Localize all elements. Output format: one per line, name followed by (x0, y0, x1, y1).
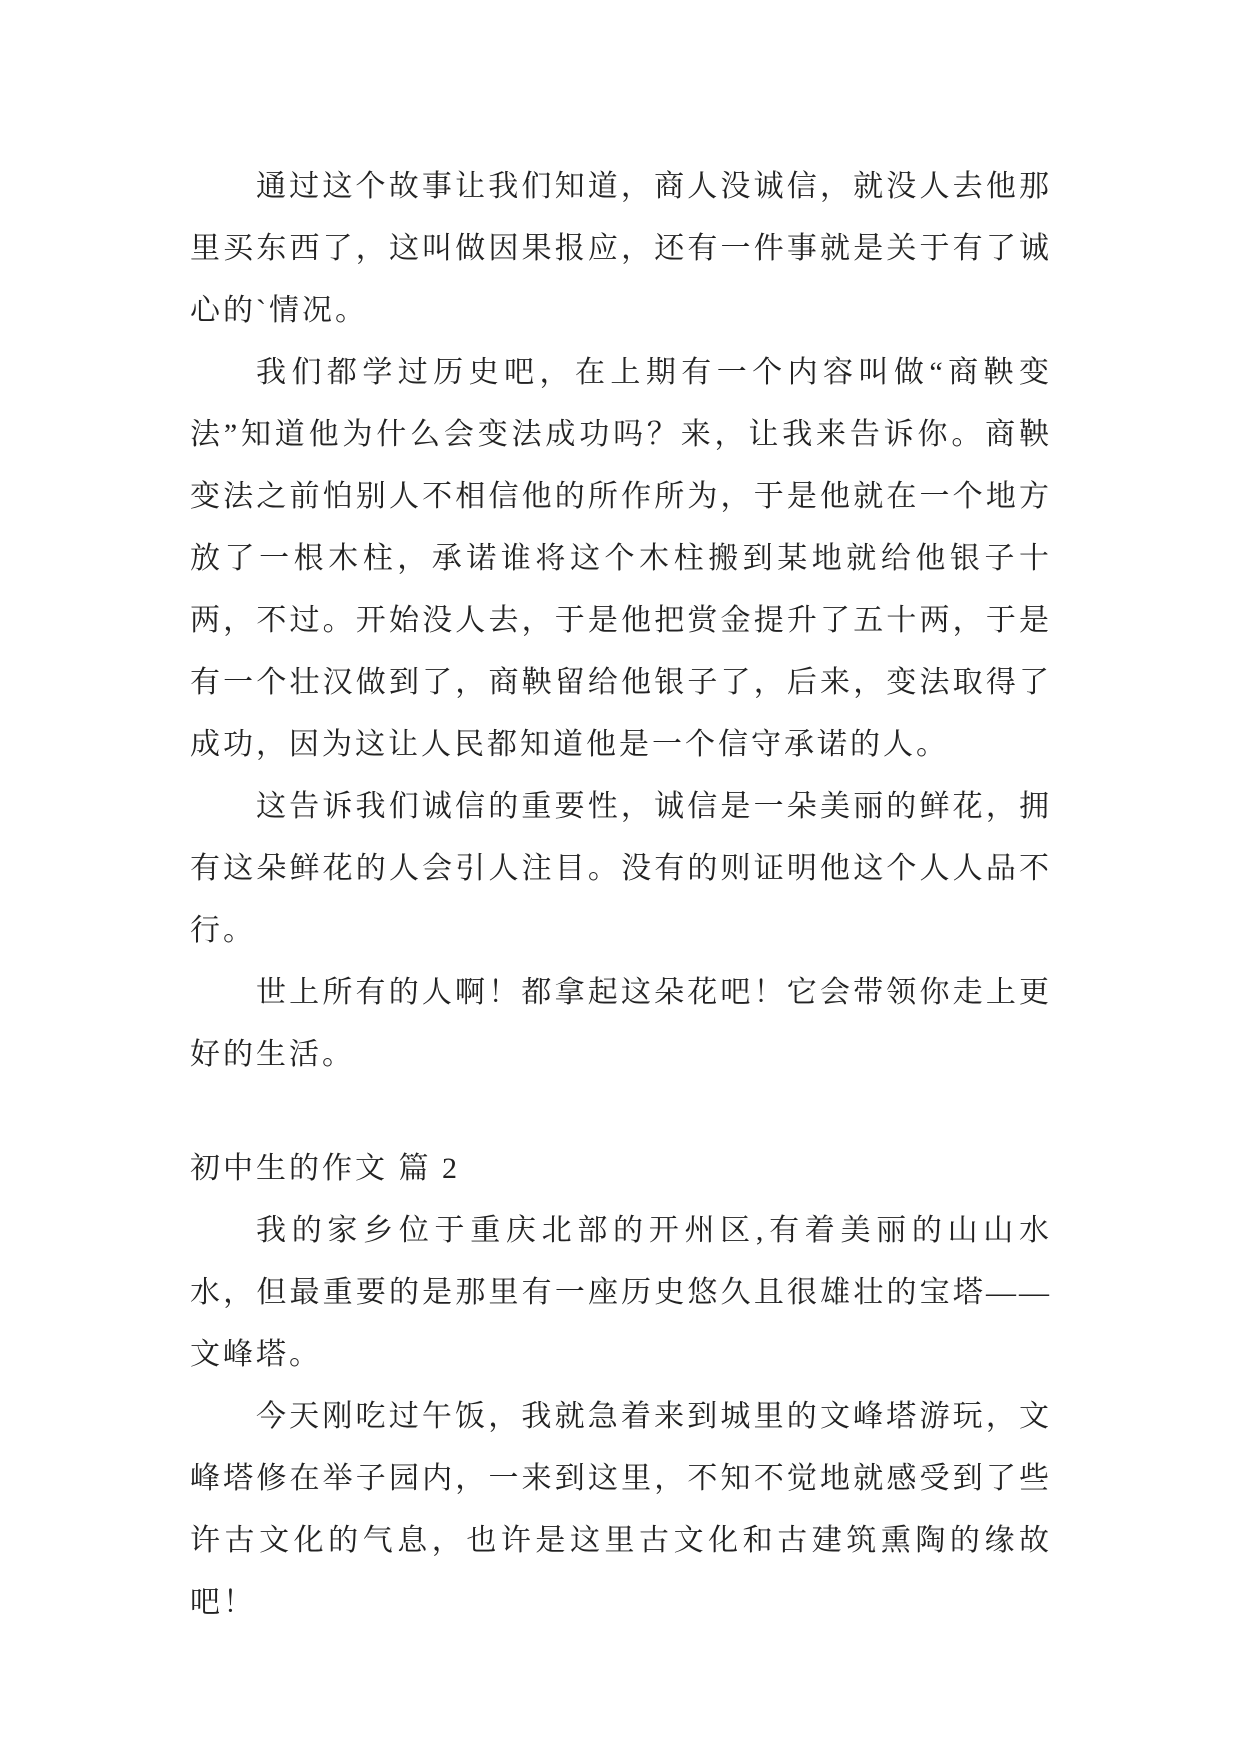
paragraph-honesty-flower: 这告诉我们诚信的重要性，诚信是一朵美丽的鲜花，拥有这朵鲜花的人会引人注目。没有的则证明他这个人人品不行。 (190, 790, 1052, 947)
section-heading: 初中生的作文 篇 2 (190, 1152, 460, 1185)
paragraph-closing-exhortation: 世上所有的人啊！都拿起这朵花吧！它会带领你走上更好的生活。 (190, 976, 1052, 1071)
paragraph-merchant-honesty: 通过这个故事让我们知道，商人没诚信，就没人去他那里买东西了，这叫做因果报应，还有一件事就是关于有了诚心的`情况。 (190, 170, 1052, 327)
paragraph-shang-yang-reform: 我们都学过历史吧，在上期有一个内容叫做“商鞅变法”知道他为什么会变法成功吗？来，让我来告诉你。商鞅变法之前怕别人不相信他的所作所为，于是他就在一个地方放了一根木柱，承诺谁将这个木柱搬到某地就给他银子十两，不过。开始没人去，于是他把赏金提升了五十两，于是有一个壮汉做到了，商鞅留给他银子了，后来，变法取得了成功，因为这让人民都知道他是一个信守承诺的人。 (190, 356, 1052, 761)
paragraph-hometown-intro: 我的家乡位于重庆北部的开州区,有着美丽的山山水水，但最重要的是那里有一座历史悠久且很雄壮的宝塔——文峰塔。 (190, 1214, 1052, 1371)
paragraph-wenfeng-tower-visit: 今天刚吃过午饭，我就急着来到城里的文峰塔游玩，文峰塔修在举子园内，一来到这里，不知不觉地就感受到了些许古文化的气息，也许是这里古文化和古建筑熏陶的缘故吧！ (190, 1400, 1052, 1619)
document-page (190, 156, 1052, 1634)
